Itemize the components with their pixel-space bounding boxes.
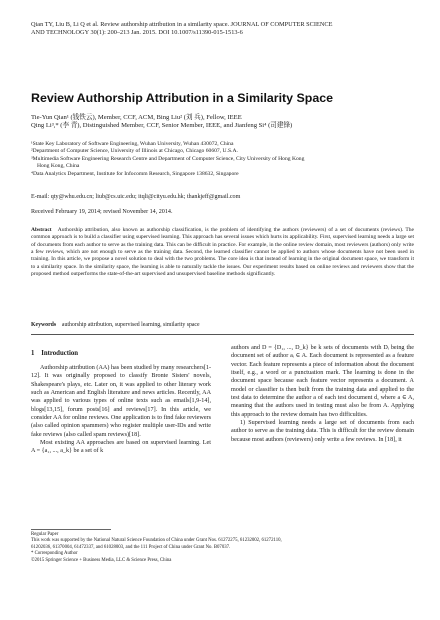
author-list: [31, 114, 421, 131]
footnotes: [31, 529, 414, 564]
received-date: Received February 19, 2014; revised November 14, 2014.: [31, 209, 173, 215]
section-heading: [31, 350, 78, 357]
citation-line-1: Qian TY, Liu B, Li Q et al. Review authorship attribution in a similarity space. JOURNAL OF COMPUTER SCIENCE: [31, 21, 333, 28]
left-paragraph-1: Authorship attribution (AA) has been studied by many researchers[1-12]. It was originally proposed to classify Bronte Sisters' novels, Shakespeare's plays, etc. Later on, it was applied to other literary work such as American and English literature and news articles. Recently, AA was applied to various types of online texts such as emails[1,9-14], blogs[13,15], forum posts[16] and reviews[17]. In this article, we consider AA for online reviews. One application is to find fake reviewers (also called opinion spammers) who register multiple user-IDs and write fake reviews (also called spam reviews)[18].: [31, 365, 211, 438]
affiliations: [31, 141, 421, 178]
email-line: E-mail: qty@whu.edu.cn; liub@cs.uic.edu; itqli@cityu.edu.hk; thankjeff@gmail.com: [31, 194, 241, 200]
affiliation-4: ⁴Data Analytics Department, Institute for Infocomm Research, Singapore 138632, Singapore: [31, 170, 239, 177]
section-title: Introduction: [41, 350, 79, 357]
footnote-corresponding: * Corresponding Author: [31, 551, 78, 557]
abstract: [31, 227, 414, 278]
footnote-rule: [31, 529, 111, 530]
right-column: [231, 344, 414, 444]
footnote-funding-2: 61202036, 61370004, 61472337, and 61028003, and the 111 Project of China under Grant No. B07037.: [31, 544, 231, 550]
left-paragraph-2: Most existing AA approaches are based on supervised learning. Let A = {a₁, ..., a_k} be a set of k: [31, 440, 211, 455]
keywords: [31, 322, 200, 328]
paper-title: Review Authorship Attribution in a Similarity Space: [31, 91, 334, 105]
author-line-2: Qing Li³,* (李 青), Distinguished Member, CCF, Senior Member, IEEE, and Jianfeng Si⁴ (司建锋): [31, 122, 293, 130]
footnote-funding-1: This work was supported by the National Natural Science Foundation of China under Grant Nos. 61272275, 61232002, 61272110,: [31, 538, 282, 544]
section-number: 1: [31, 350, 35, 357]
author-line-1: Tie-Yun Qian¹ (钱铁云), Member, CCF, ACM, Bing Liu² (刘 兵), Fellow, IEEE: [31, 114, 242, 121]
right-paragraph-2: 1) Supervised learning needs a large set of documents from each author to serve as the training data. This is difficult for the review domain because most authors (reviewers) only write a few reviews. In [18], it: [231, 420, 414, 443]
affiliation-3-cont: Hong Kong, China: [37, 163, 80, 170]
citation-line-2: AND TECHNOLOGY 30(1): 200–213 Jan. 2015. DOI 10.1007/s11390-015-1513-6: [31, 29, 243, 37]
abstract-label: Abstract: [31, 227, 52, 233]
right-paragraph-1: authors and D = {D₁, ..., D_k} be k sets of documents with Dᵢ being the document set of author aᵢ ∈ A. Each document is represented as a feature vector. Each feature represents a piece of information about the document itself, e.g., a word or a punctuation mark. The learning is done in the document space because each feature vector represents a document. A model or classifier is then built from the training data and applied to the test data to determine the author a of each test document d, where a ∈ A, meaning that the authors used in testing must also be from A. Applying this approach to the review domain has two difficulties.: [231, 345, 414, 418]
keywords-text: authorship attribution, supervised learning, similarity space: [61, 322, 200, 328]
left-column: [31, 364, 211, 456]
affiliation-2: ²Department of Computer Science, University of Illinois at Chicago, Chicago 60607, U.S.A.: [31, 148, 238, 155]
abstract-text: Authorship attribution, also known as authorship classification, is the problem of identifying the authors (reviewers) of a set of documents (reviews). The common approach is to build a classifier using supervised learning. This approach has several issues which hurts its applicability. First, supervised learning needs a large set of documents from each author to serve as the training data. This can be difficult in practice. For example, in the online review domain, most reviewers (authors) only write a few reviews, which are not enough to serve as the training data. Second, the learned classifier cannot be applied to authors whose documents have not been used in training. In this article, we propose a novel solution to deal with the two problems. The core idea is that instead of learning in the original document space, we transform it to a similarity space. In the similarity space, the learning is able to naturally tackle the issues. Our experiment results based on online reviews and reviewers show that the proposed method outperforms the state-of-the-art supervised and unsupervised baseline methods significantly.: [31, 227, 414, 278]
citation-header: [31, 21, 411, 37]
footnote-copyright: ©2015 Springer Science + Business Media, LLC & Science Press, China: [31, 557, 172, 563]
footnote-paper-type: Regular Paper: [31, 532, 59, 537]
affiliation-3: ³Multimedia Software Engineering Research Centre and Department of Computer Science, City University of Hong Kong: [31, 155, 305, 162]
keywords-label: Keywords: [31, 322, 57, 328]
affiliation-1: ¹State Key Laboratory of Software Engineering, Wuhan University, Wuhan 430072, China: [31, 141, 234, 147]
section-divider: [31, 334, 414, 335]
